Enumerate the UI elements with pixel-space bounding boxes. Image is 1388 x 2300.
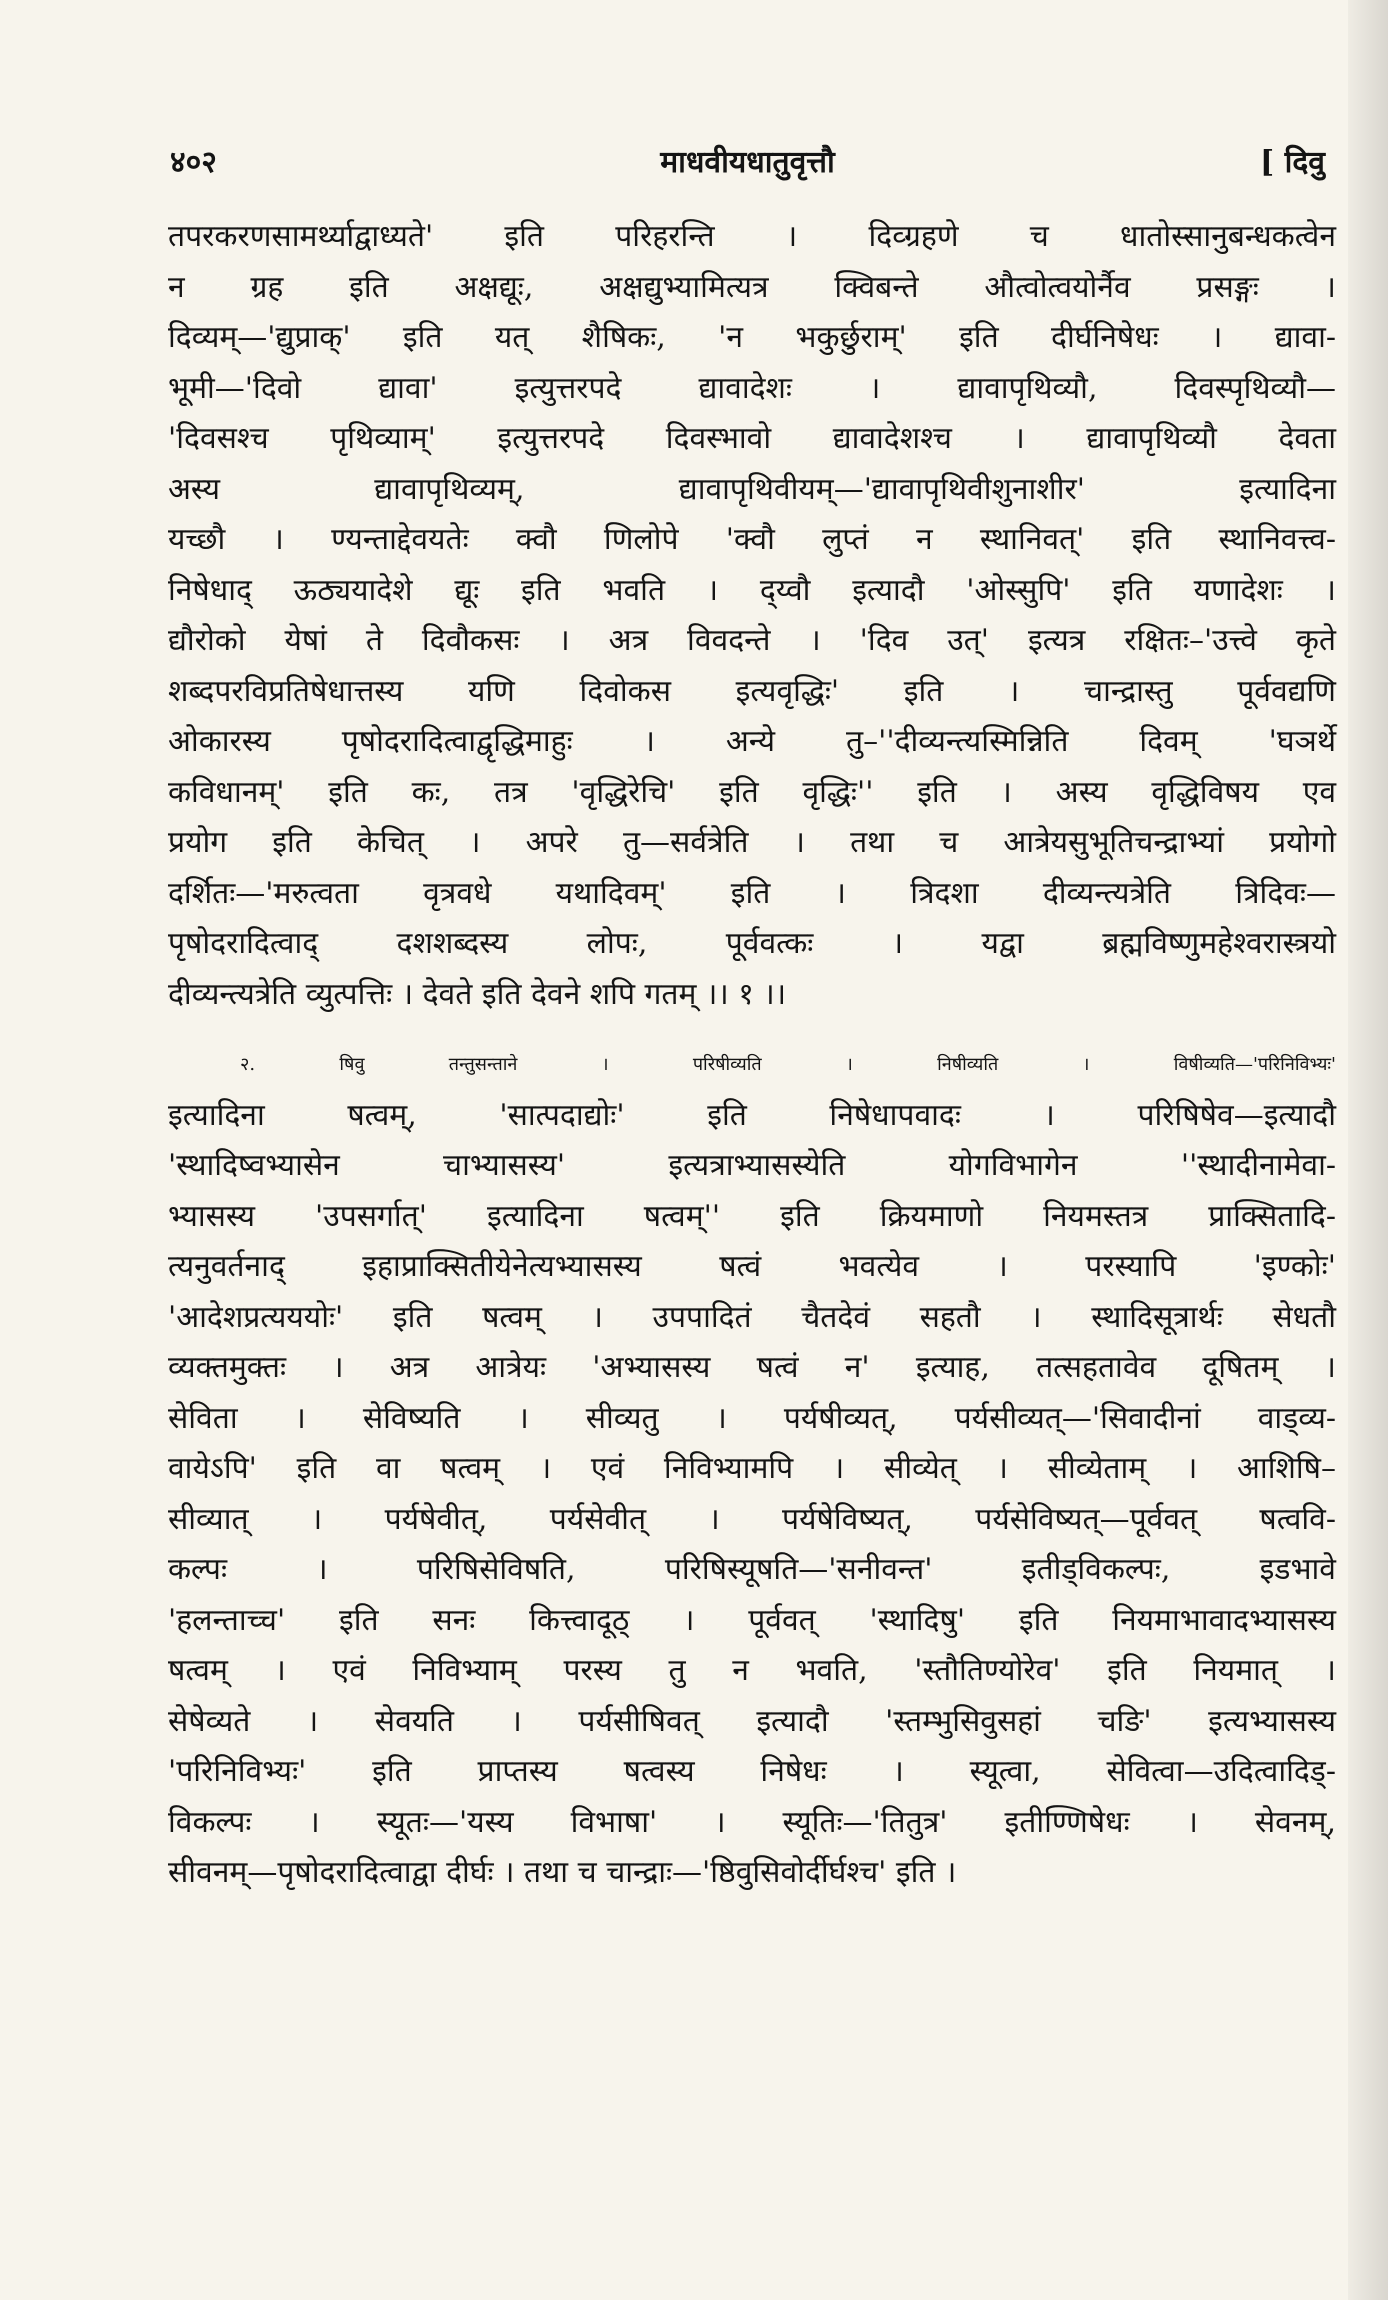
running-head-entry: [ दिवु bbox=[1259, 145, 1325, 180]
text-line: निषेधाद् ऊठ्ययादेशे द्यूः इति भवति । द्य्वौ इत्यादौ 'ओस्सुपि' इति यणादेशः । bbox=[168, 572, 1336, 608]
text-line: भूमी—'दिवो द्यावा' इत्युत्तरपदे द्यावादेशः । द्यावापृथिव्यौ, दिवस्पृथिव्यौ— bbox=[168, 370, 1336, 406]
body-text bbox=[168, 212, 1336, 1899]
running-title: माधवीयधातुवृत्तौ bbox=[660, 145, 835, 180]
text-line: भ्यासस्य 'उपसर्गात्' इत्यादिना षत्वम्'' इति क्रियमाणो नियमस्तत्र प्राक्सितादि- bbox=[168, 1198, 1336, 1234]
text-line: 'दिवसश्च पृथिव्याम्' इत्युत्तरपदे दिवस्भावो द्यावादेशश्च । द्यावापृथिव्यौ देवता bbox=[168, 421, 1336, 456]
text-line: शब्दपरविप्रतिषेधात्तस्य यणि दिवोकस इत्यवृद्धिः' इति । चान्द्रास्तु पूर्ववद्यणि bbox=[168, 673, 1336, 709]
text-line: द्यौरोको येषां ते दिवौकसः । अत्र विवदन्ते । 'दिव उत्' इत्यत्र रक्षितः–'उत्त्वे कृते bbox=[168, 623, 1336, 658]
text-line: दिव्यम्—'द्युप्राक्' इति यत् शैषिकः, 'न भकुर्छुराम्' इति दीर्घनिषेधः । द्यावा- bbox=[168, 320, 1336, 355]
text-line: सीवनम्—पृषोदरादित्वाद्वा दीर्घः । तथा च चान्द्राः—'ष्ठिवुसिवोर्दीर्घश्च' इति । bbox=[168, 1855, 957, 1890]
text-line: न ग्रह इति अक्षद्यूः, अक्षद्युभ्यामित्यत्र क्विबन्ते औत्वोत्वयोर्नैव प्रसङ्गः । bbox=[168, 269, 1336, 305]
paragraph-1 bbox=[168, 212, 1336, 1020]
text-line: कल्पः । परिषिसेविषति, परिषिस्यूषति—'सनीवन्त' इतीड्विकल्पः, इडभावे bbox=[168, 1552, 1336, 1587]
text-line: त्यनुवर्तनाद् इहाप्राक्सितीयेनेत्यभ्यासस्य षत्वं भवत्येव । परस्यापि 'इण्कोः' bbox=[168, 1249, 1336, 1284]
page-number: ४०२ bbox=[170, 145, 217, 180]
text-line: यच्छौ । ण्यन्ताद्देवयतेः क्वौ णिलोपे 'क्वौ लुप्तं न स्थानिवत्' इति स्थानिवत्त्व- bbox=[168, 522, 1336, 557]
text-line: व्यक्तमुक्तः । अत्र आत्रेयः 'अभ्यासस्य षत्वं न' इत्याह, तत्सहतावेव दूषितम् । bbox=[168, 1350, 1336, 1385]
text-line: प्रयोग इति केचित् । अपरे तु—सर्वत्रेति । तथा च आत्रेयसुभूतिचन्द्राभ्यां प्रयोगो bbox=[168, 825, 1336, 860]
running-header bbox=[170, 140, 1325, 184]
page-gutter-shadow bbox=[1348, 0, 1388, 2300]
text-line: २. षिवु तन्तुसन्ताने । परिषीव्यति । निषीव्यति । विषीव्यति—'परिनिविभ्यः' bbox=[240, 1054, 1336, 1075]
paragraph-2 bbox=[168, 1040, 1336, 1899]
text-line: 'हलन्ताच्च' इति सनः कित्त्वादूठ् । पूर्ववत् 'स्थादिषु' इति नियमाभावादभ्यासस्य bbox=[168, 1602, 1336, 1638]
text-line: षत्वम् । एवं निविभ्याम् परस्य तु न भवति, 'स्तौतिण्योरेव' इति नियमात् । bbox=[168, 1653, 1336, 1688]
text-line: ओकारस्य पृषोदरादित्वाद्वृद्धिमाहुः । अन्ये तु–''दीव्यन्त्यस्मिन्निति दिवम् 'घञर्थे bbox=[168, 724, 1336, 759]
text-line: पृषोदरादित्वाद् दशशब्दस्य लोपः, पूर्ववत्कः । यद्वा ब्रह्मविष्णुमहेश्वरास्त्रयो bbox=[168, 926, 1336, 961]
text-line: सेषेव्यते । सेवयति । पर्यसीषिवत् इत्यादौ 'स्तम्भुसिवुसहां चङि' इत्यभ्यासस्य bbox=[168, 1703, 1336, 1739]
text-line: इत्यादिना षत्वम्, 'सात्पदाद्योः' इति निषेधापवादः । परिषिषेव—इत्यादौ bbox=[168, 1097, 1336, 1133]
text-line: तपरकरणसामर्थ्याद्वाध्यते' इति परिहरन्ति । दिव्ग्रहणे च धातोस्सानुबन्धकत्वेन bbox=[168, 219, 1336, 254]
text-line: 'स्थादिष्वभ्यासेन चाभ्यासस्य' इत्यत्राभ्यासस्येति योगविभागेन ''स्थादीनामेवा- bbox=[168, 1148, 1336, 1183]
text-line: अस्य द्यावापृथिव्यम्, द्यावापृथिवीयम्—'द्यावापृथिवीशुनाशीर' इत्यादिना bbox=[168, 471, 1336, 507]
text-line: सीव्यात् । पर्यषेवीत्, पर्यसेवीत् । पर्यषेविष्यत्, पर्यसेविष्यत्—पूर्ववत् षत्ववि- bbox=[168, 1501, 1336, 1537]
text-line: दर्शितः—'मरुत्वता वृत्रवधे यथादिवम्' इति । त्रिदशा दीव्यन्त्यत्रेति त्रिदिवः— bbox=[168, 875, 1336, 911]
text-line: 'आदेशप्रत्यययोः' इति षत्वम् । उपपादितं चैतदेवं सहतौ । स्थादिसूत्रार्थः सेधतौ bbox=[168, 1299, 1336, 1335]
text-line: दीव्यन्त्यत्रेति व्युत्पत्तिः । देवते इति देवने शपि गतम् ।। १ ।। bbox=[168, 976, 787, 1012]
text-line: 'परिनिविभ्यः' इति प्राप्तस्य षत्वस्य निषेधः । स्यूत्वा, सेवित्वा—उदित्वादिड्- bbox=[168, 1754, 1336, 1789]
text-line: कविधानम्' इति कः, तत्र 'वृद्धिरेचि' इति वृद्धिः'' इति । अस्य वृद्धिविषय एव bbox=[168, 774, 1336, 810]
text-line: सेविता । सेविष्यति । सीव्यतु । पर्यषीव्यत्, पर्यसीव्यत्—'सिवादीनां वाड्व्य- bbox=[168, 1400, 1336, 1436]
text-line: विकल्पः । स्यूतः—'यस्य विभाषा' । स्यूतिः—'तितुत्र' इतीण्णिषेधः । सेवनम्, bbox=[168, 1804, 1336, 1840]
text-line: वायेऽपि' इति वा षत्वम् । एवं निविभ्यामपि । सीव्येत् । सीव्येताम् । आशिषि– bbox=[168, 1451, 1336, 1486]
